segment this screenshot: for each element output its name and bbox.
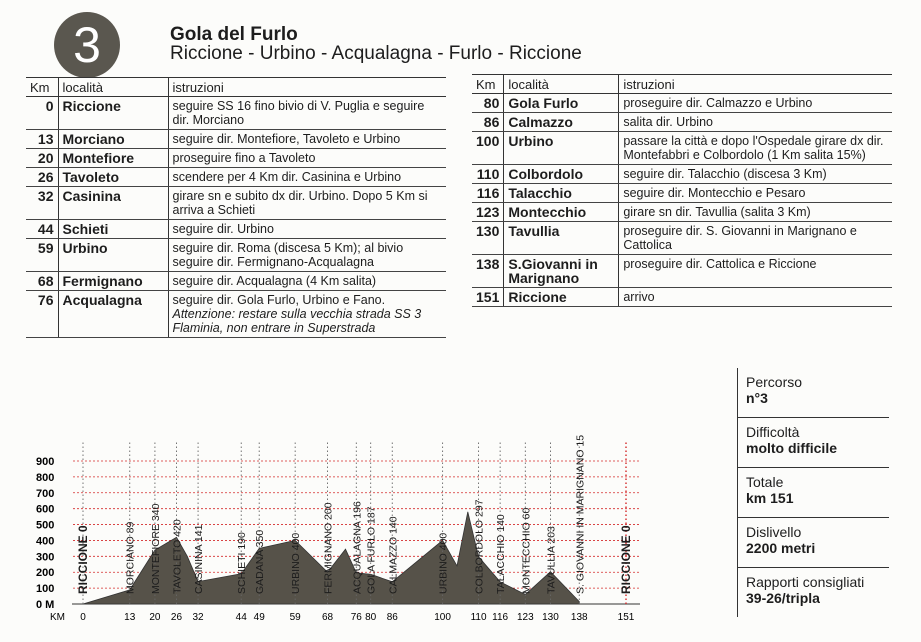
- row-km: 68: [26, 272, 58, 291]
- row-km: 123: [472, 203, 504, 222]
- y-tick-label: 200: [36, 567, 55, 580]
- instruction-text: proseguire dir. Cattolica e Riccione: [623, 257, 817, 271]
- x-tick-label: 76: [350, 612, 362, 623]
- x-tick-label: 110: [470, 612, 487, 623]
- row-location: Riccione: [504, 288, 619, 307]
- x-tick-label: 13: [124, 612, 136, 623]
- x-tick-label: 26: [170, 612, 183, 623]
- row-location: Tavoleto: [58, 168, 168, 187]
- route-title: Gola del Furlo: [170, 24, 298, 45]
- instruction-warning: Attenzione: restare sulla vecchia strada SS 3 Flaminia, non entrare in Superstrada: [172, 307, 422, 335]
- x-tick-label: 32: [192, 612, 204, 623]
- row-km: 32: [26, 187, 58, 220]
- row-location: Montecchio: [504, 203, 619, 222]
- info-value: molto difficile: [746, 440, 837, 456]
- y-tick-label: 900: [36, 456, 55, 468]
- place-label: URBINO 400: [290, 532, 303, 594]
- row-location: Calmazzo: [504, 113, 619, 132]
- instruction-text: seguire dir. Urbino: [172, 222, 274, 236]
- instruction-text: seguire dir. Acqualagna (4 Km salita): [172, 274, 377, 288]
- instructions-header: istruzioni: [168, 78, 446, 97]
- x-tick-label: 59: [289, 612, 301, 623]
- x-tick-label: 130: [542, 612, 559, 623]
- place-label: MORCIANO 89: [124, 521, 137, 594]
- instruction-text: girare sn e subito dx dir. Urbino. Dopo 5 Km si arriva a Schieti: [172, 189, 428, 217]
- instruction-text: seguire dir. Roma (discesa 5 Km); al bivio seguire dir. Fermignano-Acqualagna: [172, 241, 404, 269]
- x-axis-label: KM: [50, 612, 65, 623]
- row-location: Tavullia: [504, 222, 619, 255]
- place-label: SCHIETI 190: [236, 532, 249, 594]
- route-subtitle: Riccione - Urbino - Acqualagna - Furlo - Riccione: [170, 43, 582, 64]
- row-location: Urbino: [58, 239, 168, 272]
- y-tick-label: 500: [36, 519, 55, 532]
- row-location: S.Giovanni in Marignano: [504, 255, 619, 288]
- info-label: Percorso: [746, 374, 803, 390]
- place-label: RICCIONE 0: [619, 525, 633, 594]
- x-tick-label: 100: [434, 612, 451, 623]
- row-location: Montefiore: [58, 149, 168, 168]
- row-location: Urbino: [504, 132, 619, 165]
- y-tick-label: 100: [36, 583, 55, 596]
- instruction-text: seguire dir. Gola Furlo, Urbino e Fano.: [172, 293, 386, 307]
- x-tick-label: 86: [386, 612, 398, 623]
- row-location: Morciano: [58, 130, 168, 149]
- x-tick-label: 68: [321, 612, 334, 623]
- route-number-badge: 3: [54, 12, 120, 78]
- place-label: TAVULLIA 203: [545, 526, 558, 594]
- info-value: 39-26/tripla: [746, 590, 820, 606]
- x-tick-label: 151: [617, 612, 635, 623]
- row-location: Riccione: [58, 97, 168, 130]
- km-header: Km: [472, 75, 504, 94]
- y-tick-label: 700: [36, 487, 55, 500]
- instruction-text: proseguire fino a Tavoleto: [172, 151, 316, 165]
- info-value: 2200 metri: [746, 540, 816, 556]
- instruction-text: seguire SS 16 fino bivio di V. Puglia e seguire dir. Morciano: [172, 99, 425, 127]
- x-tick-label: 0: [80, 612, 86, 623]
- row-location: Fermignano: [58, 272, 168, 291]
- info-label: Dislivello: [746, 524, 802, 540]
- location-header: località: [58, 78, 168, 97]
- place-label: GOLA FURLO 187: [365, 506, 378, 594]
- x-tick-label: 80: [365, 612, 377, 623]
- place-label: COLBORDOLO 297: [473, 499, 486, 594]
- row-km: 138: [472, 255, 504, 288]
- instructions-header: istruzioni: [619, 75, 892, 94]
- place-label: CALMAZZO 140: [387, 516, 400, 594]
- info-value: km 151: [746, 490, 794, 506]
- location-header: località: [504, 75, 619, 94]
- row-km: 100: [472, 132, 504, 165]
- place-label: TAVOLETO 420: [171, 519, 184, 594]
- x-tick-label: 123: [516, 612, 534, 623]
- row-km: 0: [26, 97, 58, 130]
- place-label: MONTECCHIO 60: [520, 507, 533, 594]
- place-label: URBINO 400: [437, 532, 450, 594]
- place-label: TALACCHIO 140: [495, 514, 508, 594]
- row-km: 13: [26, 130, 58, 149]
- row-location: Acqualagna: [58, 291, 168, 338]
- row-location: Colbordolo: [504, 165, 619, 184]
- instruction-text: seguire dir. Montefiore, Tavoleto e Urbino: [172, 132, 401, 146]
- row-location: Gola Furlo: [504, 94, 619, 113]
- info-label: Totale: [746, 474, 784, 490]
- row-km: 151: [472, 288, 504, 307]
- row-km: 59: [26, 239, 58, 272]
- place-label: CASININA 141: [193, 524, 206, 594]
- row-km: 20: [26, 149, 58, 168]
- instruction-text: passare la città e dopo l'Ospedale girare dx dir. Montefabbri e Colbordolo (1 Km salita 15%): [623, 134, 884, 162]
- instruction-text: salita dir. Urbino: [623, 115, 713, 129]
- y-tick-label: 400: [36, 535, 55, 548]
- info-label: Difficoltà: [746, 424, 800, 440]
- instruction-text: arrivo: [623, 290, 655, 304]
- row-km: 44: [26, 220, 58, 239]
- y-tick-label: 300: [36, 551, 55, 564]
- row-km: 26: [26, 168, 58, 187]
- row-km: 86: [472, 113, 504, 132]
- y-tick-label: 800: [36, 471, 55, 484]
- row-km: 110: [472, 165, 504, 184]
- x-tick-label: 20: [149, 612, 161, 623]
- x-tick-label: 138: [570, 612, 588, 623]
- x-tick-label: 44: [235, 612, 247, 623]
- instruction-text: seguire dir. Talacchio (discesa 3 Km): [623, 167, 827, 181]
- row-location: Casinina: [58, 187, 168, 220]
- info-label: Rapporti consigliati: [746, 574, 865, 590]
- row-km: 116: [472, 184, 504, 203]
- row-location: Talacchio: [504, 184, 619, 203]
- x-tick-label: 49: [253, 612, 265, 623]
- instruction-text: seguire dir. Montecchio e Pesaro: [623, 186, 806, 200]
- place-label: MONTEFIORE 340: [149, 503, 162, 594]
- place-label: S. GIOVANNI IN MARIGNANO 15: [574, 434, 587, 594]
- instruction-text: girare sn dir. Tavullia (salita 3 Km): [623, 205, 811, 219]
- place-label: FERMIGNANO 200: [322, 502, 335, 594]
- place-label: ACQUALAGNA 196: [351, 501, 364, 594]
- instruction-text: scendere per 4 Km dir. Casinina e Urbino: [172, 170, 402, 184]
- info-value: n°3: [746, 390, 768, 406]
- km-header: Km: [26, 78, 58, 97]
- place-label: GADANA 350: [254, 529, 267, 594]
- instruction-text: proseguire dir. Calmazzo e Urbino: [623, 96, 813, 110]
- row-location: Schieti: [58, 220, 168, 239]
- y-tick-label: 0 M: [36, 599, 55, 611]
- instruction-text: proseguire dir. S. Giovanni in Marignano e Cattolica: [623, 224, 857, 252]
- row-km: 80: [472, 94, 504, 113]
- row-km: 76: [26, 291, 58, 338]
- y-tick-label: 600: [36, 503, 55, 516]
- row-km: 130: [472, 222, 504, 255]
- place-label: RICCIONE 0: [76, 525, 90, 594]
- x-tick-label: 116: [492, 612, 509, 623]
